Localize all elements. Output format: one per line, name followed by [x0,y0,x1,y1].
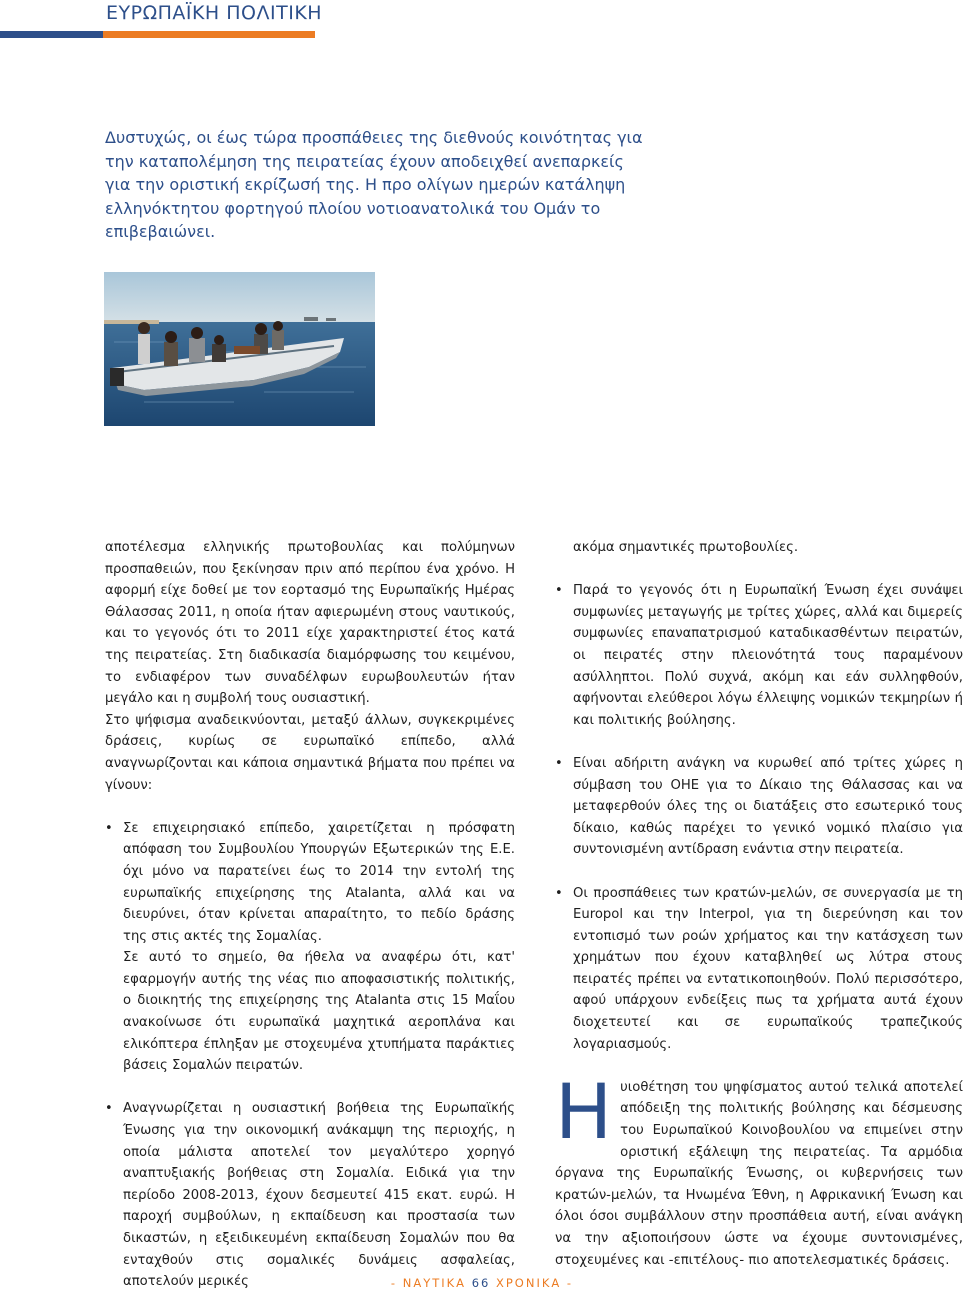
list-item [555,580,963,731]
left-bullet-2: Αναγνωρίζεται η ουσιαστική βοήθεια της Ευρωπαϊκής Ένωσης για την οικονομική ανάκαμψη της περιοχής, η οποία μάλιστα αποτελεί τον μεγαλύτερο χορηγό αναπτυξιακής βοήθειας στη Σομαλία. Ειδικά για την περίοδο 2008-2013, έχουν δεσμευτεί 415 εκατ. ευρώ. Η παροχή συμβούλων, η εκπαίδευση και προστασία των δικαστών, η εξειδικευμένη εκπαίδευση Σομαλών που θα ενταχθούν στις σομαλικές δυνάμεις ασφαλείας, αποτελούν μερικές [123,1101,515,1290]
page-number: 66 [471,1276,491,1290]
bullet-icon: • [555,755,563,771]
left-bullet-1: Σε επιχειρησιακό επίπεδο, χαιρετίζεται η πρόσφατη απόφαση του Συμβουλίου Υπουργών Εξωτερικών της Ε.Ε. όχι μόνο να παρατείνει έως το 2014 την εντολή της ευρωπαϊκής επιχείρησης της Atalanta, αλλά και να διευρύνει, όταν κρίνεται απαραίτητο, το πεδίο δράσης της στις ακτές της Σομαλίας. [123,820,515,944]
right-bullet-3: Οι προσπάθειες των κρατών-μελών, σε συνεργασία με τη Europol και την Interpol, για τη διερεύνηση και τον εντοπισμό των ροών χρήματος και την κατάσχεση των χρημάτων που έχουν καταβληθεί ως λύτρα στους πειρατές πρέπει να εντατικοποιηθούν. Πολύ περισσότερο, αφού υπάρχουν ενδείξεις πως τα χρήματα αυτά έχουν διοχετευτεί και σε ευρωπαϊκούς τραπεζικούς λογαριασμούς. [573,885,963,1052]
left-paragraph-1: αποτέλεσμα ελληνικής πρωτοβουλίας και πολύμηνων προσπαθειών, που ξεκίνησαν πριν από περίπου ένα χρόνο. Η αφορμή είχε δοθεί με τον εορτασμό της Ευρωπαϊκής Ημέρας Θάλασσας 2011, η οποία ήταν αφιερωμένη στους ναυτικούς, και το γεγονός ότι το 2011 είχε χαρακτηριστεί έτος κατά της πειρατείας. Στη διαδικασία διαμόρφωσης του κειμένου, το ενδιαφέρον των συναδέλφων ευρωβουλευτών ήταν μεγάλο και η συμβολή τους ουσιαστική. [105,540,515,707]
header-rule-orange [103,31,315,38]
lead-paragraph [105,126,650,244]
right-column [555,537,963,1271]
list-item [105,818,515,1077]
bullet-icon: • [555,885,563,901]
lead-text: Δυστυχώς, οι έως τώρα προσπάθειες της διεθνούς κοινότητας για την καταπολέμηση της πειρατείας έχουν αποδειχθεί ανεπαρκείς για την οριστική εκρίζωσή της. Η προ ολίγων ημερών κατάληψη ελληνόκτητου φορτηγού πλοίου νοτιοανατολικά του Ομάν το επιβεβαιώνει. [105,128,643,241]
closing-paragraph [555,1066,963,1271]
footer-left: - ΝΑΥΤΙΚΑ [390,1276,472,1290]
left-column [105,537,515,1293]
closing-text: υιοθέτηση του ψηφίσματος αυτού τελικά αποτελεί απόδειξη της πολιτικής βούλησης και δέσμευσης του Ευρωπαϊκού Κοινοβουλίου να επιμείνει στην οριστική εξάλειψη της πειρατείας. Τα αρμόδια όργανα της Ευρωπαϊκής Ένωσης, οι κυβερνήσεις των κρατών-μελών, τα Ηνωμένα Έθνη, η Αφρικανική Ένωση και όλοι όσοι συμβάλλουν στην προσπάθεια αυτή, είναι ανάγκη να την αξιοποιήσουν ώστε να έχουμε συντονισμένες, στοχευμένες και -επιτέλους- πιο αποτελεσματικές δράσεις. [555,1079,963,1268]
footer-right: ΧΡΟΝΙΚΑ - [490,1276,574,1290]
list-item [555,753,963,861]
right-bullet-1: Παρά το γεγονός ότι η Ευρωπαϊκή Ένωση έχει συνάψει συμφωνίες μεταγωγής με τρίτες χώρες, αλλά και διμερείς συμφωνίες επαναπατρισμού καταδικασθέντων πειρατών, οι πειρατές στην πλειονότητά τους παραμένουν ασύλληπτοι. Πολύ συχνά, ακόμη και εάν συλληφθούν, αφήνονται ελεύθεροι λόγω έλλειψης νομικών τεκμηρίων ή και πολιτικής βούλησης. [573,583,963,728]
header-rule-blue [0,31,103,38]
list-item [555,883,963,1056]
bullet-icon: • [555,583,563,599]
bullet-icon: • [105,1101,113,1117]
left-bullet-1-continued: Σε αυτό το σημείο, θα ήθελα να αναφέρω ότι, κατ' εφαρμογήν αυτής της νέας πιο αποφασιστικής πολιτικής, ο διοικητής της επιχείρησης της Atalanta στις 15 Μαΐου ανακοίνωσε ότι ευρωπαϊκά μαχητικά αεροπλάνα και ελικόπτερα έπληξαν με στοχευμένα χτυπήματα παράκτιες βάσεις Σομαλών πειρατών. [123,950,515,1074]
left-paragraph-2: Στο ψήφισμα αναδεικνύονται, μεταξύ άλλων, συγκεκριμένες δράσεις, κυρίως σε ευρωπαϊκό επίπεδο, αλλά αναγνωρίζονται και κάποια σημαντικά βήματα που πρέπει να γίνουν: [105,712,515,793]
right-bullet-2: Είναι αδήριτη ανάγκη να κυρωθεί από τρίτες χώρες η σύμβαση του ΟΗΕ για το Δίκαιο της Θάλασσας και να μεταφερθούν όλες της οι διατάξεις στο εσωτερικό τους δίκαιο, καθώς παρέχει το γενικό νομικό πλαίσιο για συντονισμένη αντίδραση ενάντια στην πειρατεία. [573,755,963,858]
page-footer [0,1276,964,1290]
right-paragraph-1: ακόμα σημαντικές πρωτοβουλίες. [573,540,799,555]
bullet-icon: • [105,820,113,836]
list-item [105,1098,515,1292]
pirate-boat-photo [104,272,375,426]
drop-cap: Η [555,1066,613,1156]
section-title: ΕΥΡΩΠΑΪΚΗ ΠΟΛΙΤΙΚΗ [106,2,323,24]
